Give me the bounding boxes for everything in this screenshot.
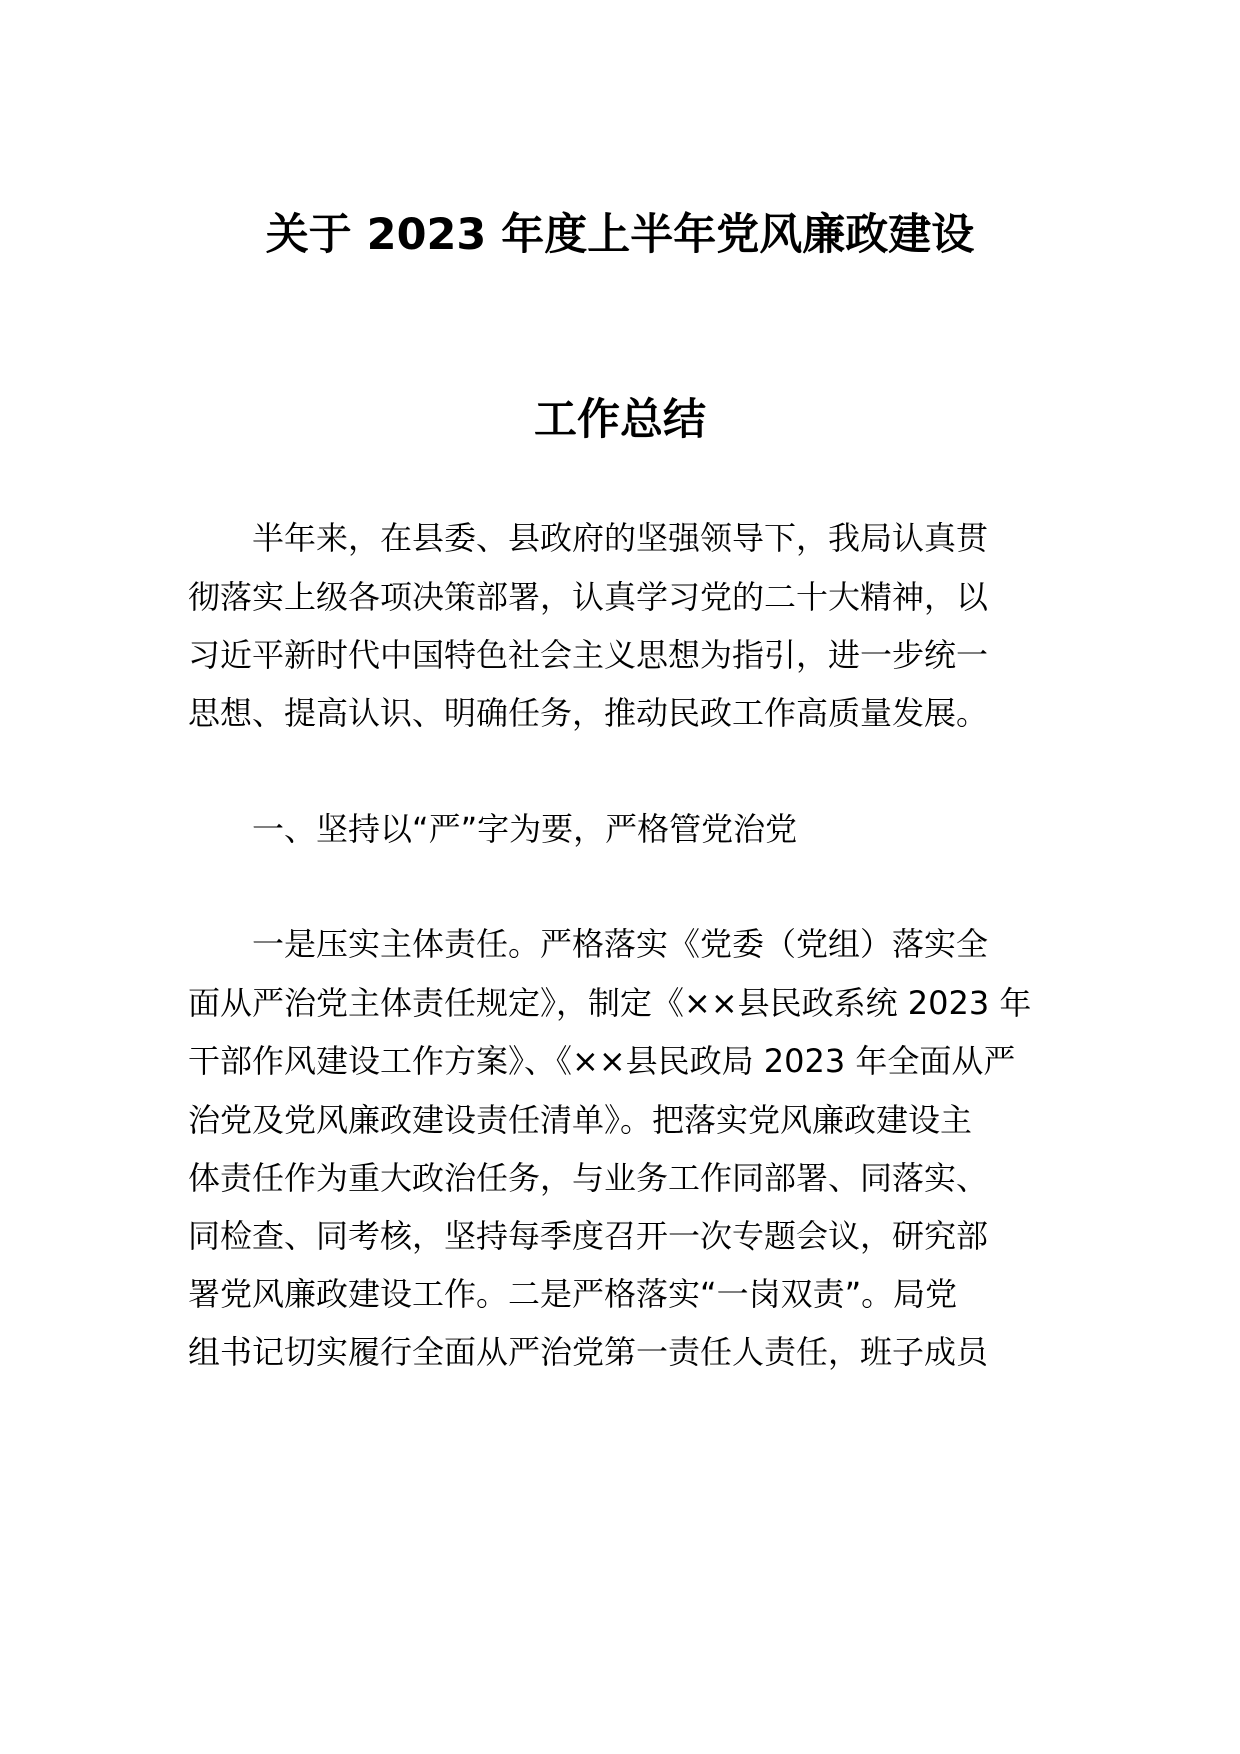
document-title-line-2: 工作总结 [534, 395, 706, 445]
paragraph-1-line-4: 思想、提高认识、明确任务，推动民政工作高质量发展。 [188, 694, 989, 732]
paragraph-2-line-2: 面从严治党主体责任规定》，制定《××县民政系统 2023 年 [188, 984, 1032, 1022]
paragraph-2-line-1: 一是压实主体责任。严格落实《党委（党组）落实全 [188, 925, 989, 963]
paragraph-2-line-4: 治党及党风廉政建设责任清单》。把落实党风廉政建设主 [188, 1101, 973, 1139]
paragraph-2-line-7: 署党风廉政建设工作。二是严格落实“一岗双责”。局党 [188, 1275, 958, 1313]
paragraph-1-line-1: 半年来，在县委、县政府的坚强领导下，我局认真贯 [188, 519, 989, 557]
document-title-line-1: 关于 2023 年度上半年党风廉政建设 [265, 210, 975, 260]
paragraph-2-line-3: 干部作风建设工作方案》、《××县民政局 2023 年全面从严 [188, 1042, 1016, 1080]
paragraph-1-line-3: 习近平新时代中国特色社会主义思想为指引，进一步统一 [188, 636, 989, 674]
paragraph-2-line-6: 同检查、同考核，坚持每季度召开一次专题会议，研究部 [188, 1217, 989, 1255]
paragraph-1-line-2: 彻落实上级各项决策部署，认真学习党的二十大精神，以 [188, 578, 989, 616]
paragraph-2-line-8: 组书记切实履行全面从严治党第一责任人责任，班子成员 [188, 1333, 989, 1371]
paragraph-2-line-5: 体责任作为重大政治任务，与业务工作同部署、同落实、 [188, 1159, 989, 1197]
section-heading-1: 一、坚持以“严”字为要，严格管党治党 [188, 810, 798, 848]
